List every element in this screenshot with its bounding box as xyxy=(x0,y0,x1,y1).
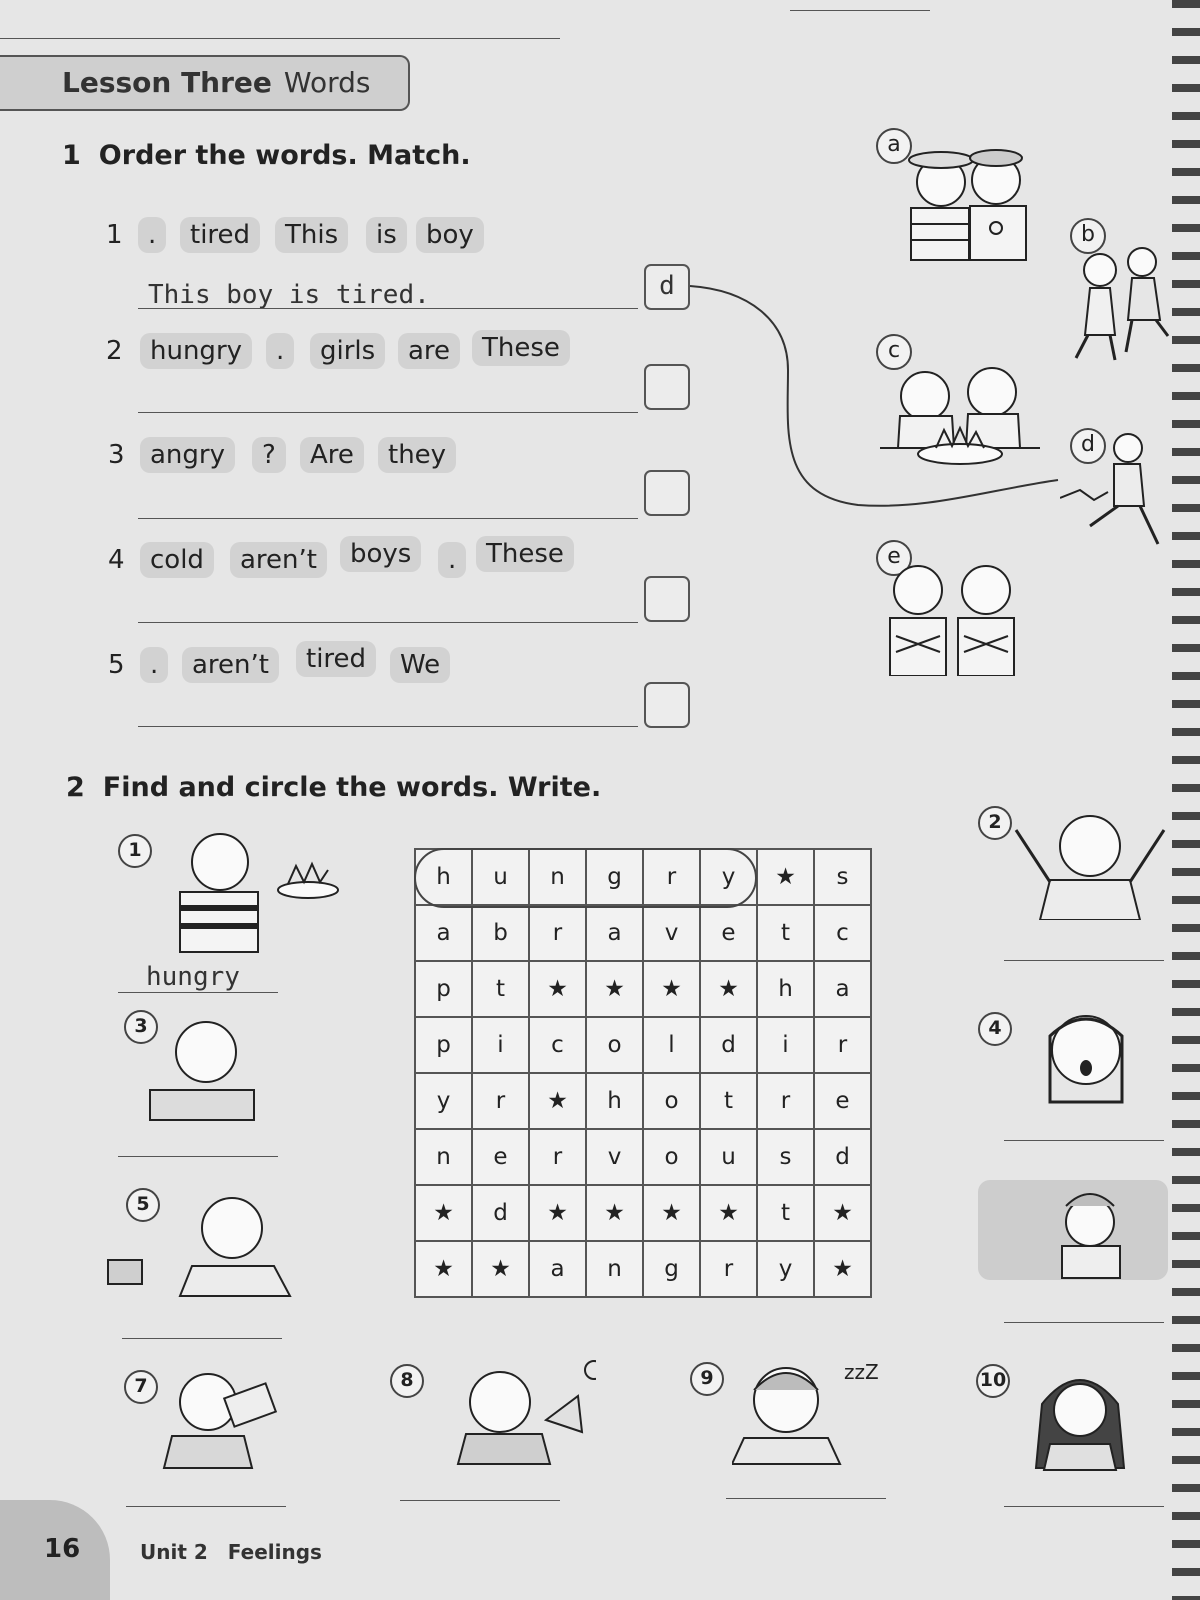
answer-text: This boy is tired. xyxy=(148,280,430,310)
answer-line-5[interactable] xyxy=(122,1338,282,1339)
girls-dancing-picture xyxy=(1070,240,1170,370)
grid-cell[interactable]: r xyxy=(814,1017,871,1073)
grid-cell[interactable]: v xyxy=(586,1129,643,1185)
item-number: 4 xyxy=(108,545,125,575)
girls-eating-picture xyxy=(880,356,1040,476)
boy-running-picture xyxy=(1060,428,1170,558)
word-tile[interactable]: Are xyxy=(300,437,364,473)
exercise1-heading xyxy=(62,140,471,171)
grid-cell[interactable]: g xyxy=(643,1241,700,1297)
picture-number-7: 7 xyxy=(124,1370,158,1404)
answer-line-10[interactable] xyxy=(1004,1506,1164,1507)
answer-line-6[interactable] xyxy=(1004,1322,1164,1323)
picture-label-b: b xyxy=(1070,218,1106,254)
exercise2-instruction: Find and circle the words. Write. xyxy=(102,772,602,803)
grid-cell[interactable]: y xyxy=(700,849,757,905)
word-tile[interactable]: are xyxy=(398,333,460,369)
circled-word-hungry xyxy=(414,848,757,908)
answer-line[interactable] xyxy=(138,518,638,519)
grid-row xyxy=(415,1241,871,1297)
word-tile[interactable]: girls xyxy=(310,333,385,369)
answer-line[interactable] xyxy=(138,308,638,309)
grid-cell[interactable]: t xyxy=(757,905,814,961)
grid-cell[interactable]: o xyxy=(643,1129,700,1185)
picture-label-a: a xyxy=(876,128,912,164)
angry-boy-picture xyxy=(146,1012,256,1122)
grid-cell[interactable]: e xyxy=(472,1129,529,1185)
match-box[interactable]: d xyxy=(644,264,690,310)
grid-row xyxy=(415,961,871,1017)
word-tile[interactable]: angry xyxy=(140,437,235,473)
answer-line[interactable] xyxy=(138,726,638,727)
grid-cell[interactable]: n xyxy=(529,849,586,905)
grid-cell[interactable]: c xyxy=(529,1017,586,1073)
brave-boy-picture xyxy=(106,1186,296,1298)
grid-cell[interactable]: o xyxy=(643,1073,700,1129)
word-tile[interactable]: aren’t xyxy=(230,542,327,578)
footer-unit xyxy=(140,1540,322,1564)
word-tile[interactable]: . xyxy=(266,333,294,369)
item-number: 3 xyxy=(108,440,125,470)
grid-cell[interactable]: r xyxy=(643,849,700,905)
lesson-label: Lesson Three xyxy=(62,66,272,99)
grid-cell[interactable]: ★ xyxy=(586,961,643,1017)
grid-cell[interactable]: ★ xyxy=(529,1073,586,1129)
match-box[interactable] xyxy=(644,682,690,728)
item-number: 2 xyxy=(106,336,123,366)
picture-number-1: 1 xyxy=(118,834,152,868)
grid-cell[interactable]: ★ xyxy=(643,1185,700,1241)
top-rule-right xyxy=(790,10,930,11)
word-tile[interactable]: they xyxy=(378,437,456,473)
word-tile[interactable]: hungry xyxy=(140,333,252,369)
two-boys-picture xyxy=(896,132,1046,262)
word-tile[interactable]: . xyxy=(140,647,168,683)
unit-title: Feelings xyxy=(227,1540,322,1564)
grid-cell[interactable]: a xyxy=(529,1241,586,1297)
picture-number-4: 4 xyxy=(978,1012,1012,1046)
grid-cell[interactable]: d xyxy=(472,1185,529,1241)
answer-line[interactable] xyxy=(138,412,638,413)
word-tile[interactable]: tired xyxy=(296,641,376,677)
grid-cell[interactable]: r xyxy=(757,1073,814,1129)
picture-number-8: 8 xyxy=(390,1364,424,1398)
grid-cell[interactable]: r xyxy=(529,1129,586,1185)
page-number: 16 xyxy=(44,1534,81,1564)
answer-picture-1: hungry xyxy=(146,962,240,992)
word-tile[interactable]: These xyxy=(476,536,574,572)
picture-number-9: 9 xyxy=(690,1362,724,1396)
grid-cell[interactable]: ★ xyxy=(757,849,814,905)
grid-cell[interactable]: a xyxy=(586,905,643,961)
thirsty-boy-picture xyxy=(160,1362,280,1472)
grid-cell[interactable]: p xyxy=(415,961,472,1017)
answer-line-2[interactable] xyxy=(1004,960,1164,961)
nervous-girl-picture xyxy=(1026,1364,1136,1474)
angry-boys-picture xyxy=(882,556,1022,676)
grid-cell[interactable]: h xyxy=(415,849,472,905)
grid-cell[interactable]: g xyxy=(586,849,643,905)
happy-girl-picture xyxy=(1010,810,1170,920)
word-tile[interactable]: . xyxy=(138,217,166,253)
word-tile[interactable]: is xyxy=(366,217,407,253)
grid-row xyxy=(415,905,871,961)
grid-cell[interactable]: v xyxy=(643,905,700,961)
grid-cell[interactable]: r xyxy=(529,905,586,961)
word-tile[interactable]: ? xyxy=(252,437,286,473)
answer-line[interactable] xyxy=(138,622,638,623)
grid-cell[interactable]: ★ xyxy=(643,961,700,1017)
grid-cell[interactable]: ★ xyxy=(415,1185,472,1241)
match-box[interactable] xyxy=(644,576,690,622)
picture-number-2: 2 xyxy=(978,806,1012,840)
grid-table xyxy=(414,848,872,1298)
picture-number-10: 10 xyxy=(976,1364,1010,1398)
grid-cell[interactable]: i xyxy=(757,1017,814,1073)
word-tile[interactable]: . xyxy=(438,542,466,578)
word-tile[interactable]: We xyxy=(390,647,450,683)
answer-line-4[interactable] xyxy=(1004,1140,1164,1141)
word-search-grid xyxy=(414,848,872,1298)
match-box[interactable] xyxy=(644,470,690,516)
word-tile[interactable]: cold xyxy=(140,542,214,578)
picture-label-d: d xyxy=(1070,428,1106,464)
word-tile[interactable]: tired xyxy=(180,217,260,253)
cold-boy-picture xyxy=(978,1180,1168,1280)
match-box[interactable] xyxy=(644,364,690,410)
grid-cell[interactable]: ★ xyxy=(814,1241,871,1297)
answer-line-7[interactable] xyxy=(126,1506,286,1507)
grid-cell[interactable]: t xyxy=(700,1073,757,1129)
grid-cell[interactable]: b xyxy=(472,905,529,961)
hungry-boy-picture xyxy=(170,826,350,956)
grid-cell[interactable]: y xyxy=(757,1241,814,1297)
grid-cell[interactable]: ★ xyxy=(700,1185,757,1241)
grid-row xyxy=(415,1185,871,1241)
grid-row xyxy=(415,1073,871,1129)
item-number: 5 xyxy=(108,650,125,680)
word-tile[interactable]: This xyxy=(275,217,348,253)
grid-cell[interactable]: ★ xyxy=(472,1241,529,1297)
exercise1-number: 1 xyxy=(62,140,81,171)
exercise2-number: 2 xyxy=(66,772,85,803)
word-tile[interactable]: aren’t xyxy=(182,647,279,683)
grid-cell[interactable]: a xyxy=(814,961,871,1017)
grid-row xyxy=(415,1017,871,1073)
grid-cell[interactable]: u xyxy=(700,1129,757,1185)
grid-cell[interactable]: e xyxy=(814,1073,871,1129)
grid-cell[interactable]: l xyxy=(643,1017,700,1073)
grid-cell[interactable]: r xyxy=(700,1241,757,1297)
hot-girl-picture xyxy=(446,1356,596,1466)
tired-boy-picture xyxy=(732,1356,842,1466)
grid-cell[interactable]: n xyxy=(586,1241,643,1297)
word-tile[interactable]: boy xyxy=(416,217,484,253)
answer-line-8[interactable] xyxy=(400,1500,560,1501)
item-number: 1 xyxy=(106,220,123,250)
picture-label-e: e xyxy=(876,540,912,576)
grid-cell[interactable]: ★ xyxy=(529,1185,586,1241)
grid-cell[interactable]: u xyxy=(472,849,529,905)
grid-cell[interactable]: d xyxy=(814,1129,871,1185)
grid-cell[interactable]: y xyxy=(415,1073,472,1129)
grid-cell[interactable]: a xyxy=(415,905,472,961)
grid-cell[interactable]: ★ xyxy=(814,1185,871,1241)
word-tile[interactable]: boys xyxy=(340,536,421,572)
grid-cell[interactable]: t xyxy=(757,1185,814,1241)
grid-cell[interactable]: p xyxy=(415,1017,472,1073)
lesson-title xyxy=(62,66,370,99)
scared-girl-picture xyxy=(1024,1006,1154,1106)
grid-cell[interactable]: t xyxy=(472,961,529,1017)
grid-cell[interactable]: ★ xyxy=(586,1185,643,1241)
sleep-text: zzZ xyxy=(844,1360,879,1384)
grid-cell[interactable]: n xyxy=(415,1129,472,1185)
word-tile[interactable]: These xyxy=(472,330,570,366)
answer-line-9[interactable] xyxy=(726,1498,886,1499)
grid-cell[interactable]: ★ xyxy=(700,961,757,1017)
grid-cell[interactable]: c xyxy=(814,905,871,961)
picture-number-5: 5 xyxy=(126,1188,160,1222)
lesson-section: Words xyxy=(283,66,371,99)
grid-cell[interactable]: d xyxy=(700,1017,757,1073)
picture-number-3: 3 xyxy=(124,1010,158,1044)
grid-row xyxy=(415,1129,871,1185)
exercise2-heading xyxy=(66,772,601,803)
grid-cell[interactable]: ★ xyxy=(415,1241,472,1297)
grid-cell[interactable]: s xyxy=(814,849,871,905)
spiral-binding xyxy=(1172,0,1200,1600)
grid-cell[interactable]: ★ xyxy=(529,961,586,1017)
grid-cell[interactable]: i xyxy=(472,1017,529,1073)
unit-label: Unit 2 xyxy=(140,1540,208,1564)
grid-cell[interactable]: h xyxy=(586,1073,643,1129)
grid-cell[interactable]: r xyxy=(472,1073,529,1129)
grid-cell[interactable]: e xyxy=(700,905,757,961)
answer-line-3[interactable] xyxy=(118,1156,278,1157)
grid-cell[interactable]: h xyxy=(757,961,814,1017)
answer-line-1[interactable] xyxy=(118,992,278,993)
grid-cell[interactable]: o xyxy=(586,1017,643,1073)
top-rule xyxy=(0,38,560,39)
picture-label-c: c xyxy=(876,334,912,370)
exercise1-instruction: Order the words. Match. xyxy=(98,140,471,171)
grid-cell[interactable]: s xyxy=(757,1129,814,1185)
